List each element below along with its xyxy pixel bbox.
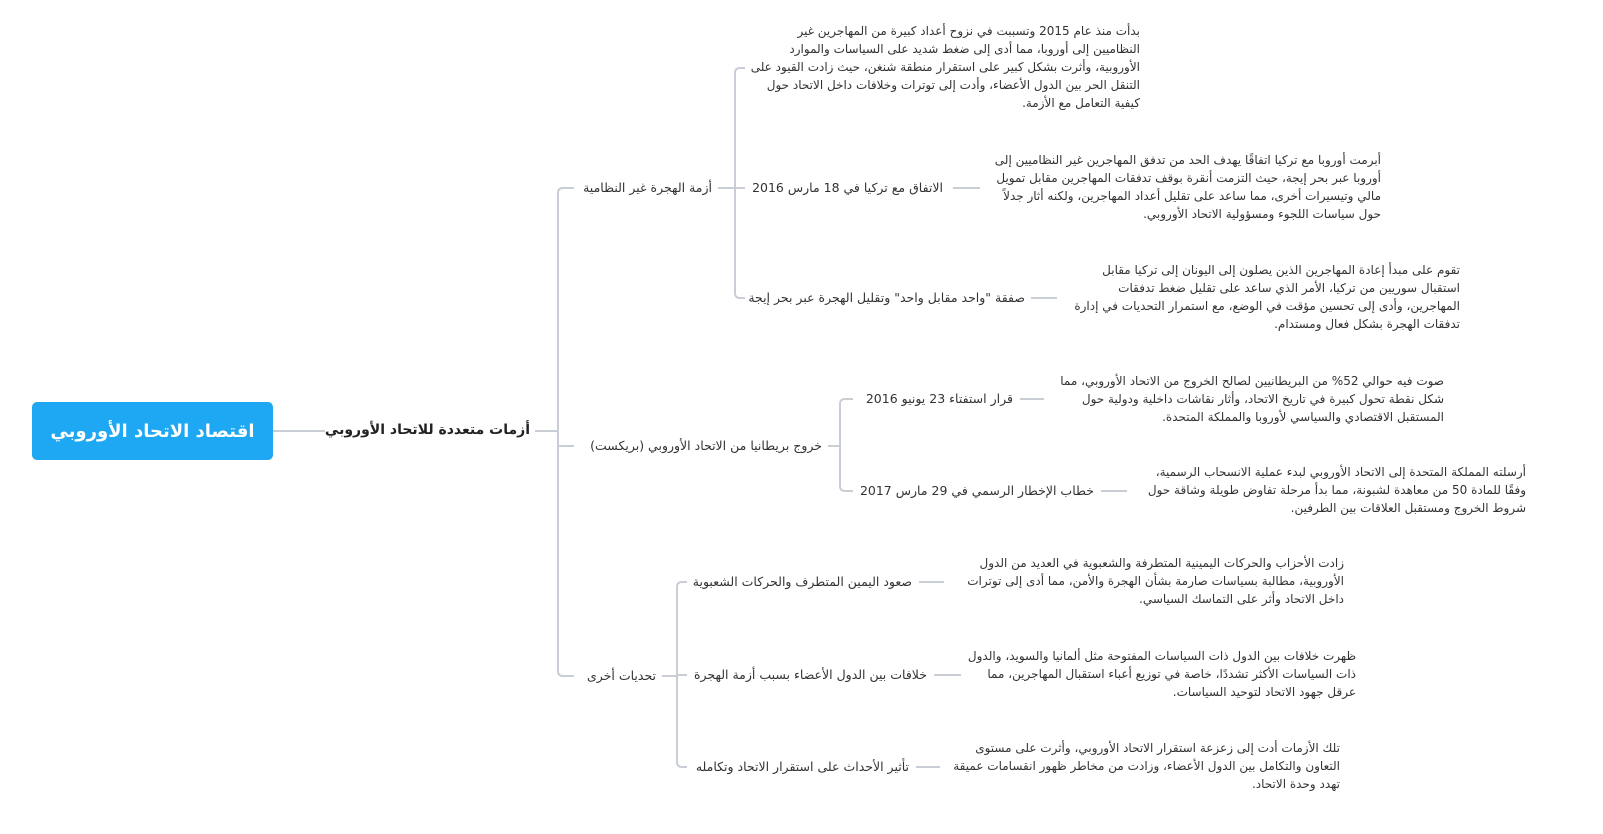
connector-brexit-children xyxy=(840,399,853,491)
member-state-disputes-description: ظهرت خلافات بين الدول ذات السياسات المفتوحة مثل ألمانيا والسويد، والدول ذات السياسات الأكثر تشددًا، خاصة في توزيع أعباء استقبال المهاجرين، مما عرقل جهود الاتحاد لتوحيد السياسات. xyxy=(967,649,1356,699)
brexit-referendum-description: صوت فيه حوالي 52% من البريطانيين لصالح الخروج من الاتحاد الأوروبي، مما شكل نقطة تحول كبيرة في تاريخ الاتحاد، وأثار نقاشات داخلية ودولية حول المستقبل الاقتصادي والسياسي لأوروبا والمملكة المتحدة. xyxy=(1060,374,1444,424)
connector-migration-children xyxy=(735,68,745,298)
impact-on-eu-stability[interactable]: تأثير الأحداث على استقرار الاتحاد وتكامله xyxy=(695,759,909,774)
root-topic[interactable]: اقتصاد الاتحاد الأوروبي xyxy=(32,402,273,460)
migration-crisis-description: بدأت منذ عام 2015 وتسببت في نزوح أعداد كبيرة من المهاجرين غير النظاميين إلى أوروبا، مما أدى إلى ضغط شديد على السياسات والموارد الأوروبية، وأثرت بشكل كبير على استقرار منطقة شنغن، حيث زادت القيود على التنقل الحر بين الدول الأعضاء، وأدت إلى توترات وخلافات داخل الاتحاد حول كيفية التعامل مع الأزمة. xyxy=(750,24,1140,110)
topic-other-challenges[interactable]: تحديات أخرى xyxy=(586,668,656,683)
turkey-agreement-2016[interactable]: الاتفاق مع تركيا في 18 مارس 2016 xyxy=(752,180,943,195)
one-for-one-description: تقوم على مبدأ إعادة المهاجرين الذين يصلون إلى اليونان إلى تركيا مقابل استقبال سوريين من تركيا، الأمر الذي ساعد على تقليل ضغط تدفقات المهاجرين، وأدى إلى تحسين مؤقت في الوضع، مع استمرار التحديات في إدارة تدفقات الهجرة بشكل فعال ومستدام. xyxy=(1074,263,1460,331)
far-right-populism-description: زادت الأحزاب والحركات اليمينية المتطرفة والشعبوية في العديد من الدول الأوروبية، مطالبة بسياسات صارمة بشأن الهجرة والأمن، مما أدى إلى توترات داخل الاتحاد وأثر على التماسك السياسي. xyxy=(967,556,1344,606)
brexit-notice-2017[interactable]: خطاب الإخطار الرسمي في 29 مارس 2017 xyxy=(859,483,1094,498)
branch-eu-crises[interactable]: أزمات متعددة للاتحاد الأوروبي xyxy=(324,422,530,438)
brexit-referendum-2016[interactable]: قرار استفتاء 23 يونيو 2016 xyxy=(865,391,1013,406)
connector-topic-spine xyxy=(558,188,574,676)
one-for-one-deal[interactable]: صفقة "واحد مقابل واحد" وتقليل الهجرة عبر بحر إيجة xyxy=(748,290,1025,305)
far-right-populism[interactable]: صعود اليمين المتطرف والحركات الشعبوية xyxy=(692,574,912,589)
topic-brexit[interactable]: خروج بريطانيا من الاتحاد الأوروبي (بريكست) xyxy=(590,438,822,453)
topic-irregular-migration[interactable]: أزمة الهجرة غير النظامية xyxy=(583,180,712,195)
impact-on-eu-stability-description: تلك الأزمات أدت إلى زعزعة استقرار الاتحاد الأوروبي، وأثرت على مستوى التعاون والتكامل بين الدول الأعضاء، وزادت من مخاطر ظهور انقسامات عميقة تهدد وحدة الاتحاد. xyxy=(953,741,1340,791)
turkey-agreement-description: أبرمت أوروبا مع تركيا اتفاقًا يهدف الحد من تدفق المهاجرين غير النظاميين إلى أوروبا عبر بحر إيجة، حيث التزمت أنقرة بوقف تدفقات المهاجرين مقابل تمويل مالي وتيسيرات أخرى، مما ساعد على تقليل أعداد المهاجرين، ولكنه أثار جدلاً حول سياسات اللجوء ومسؤولية الاتحاد الأوروبي. xyxy=(994,153,1381,221)
member-state-disputes[interactable]: خلافات بين الدول الأعضاء بسبب أزمة الهجرة xyxy=(693,667,927,682)
brexit-notice-description: أرسلته المملكة المتحدة إلى الاتحاد الأوروبي لبدء عملية الانسحاب الرسمية، وفقًا للمادة 50 من معاهدة لشبونة، مما بدأ مرحلة تفاوض طويلة وشاقة حول شروط الخروج ومستقبل العلاقات بين الطرفين. xyxy=(1147,465,1526,515)
